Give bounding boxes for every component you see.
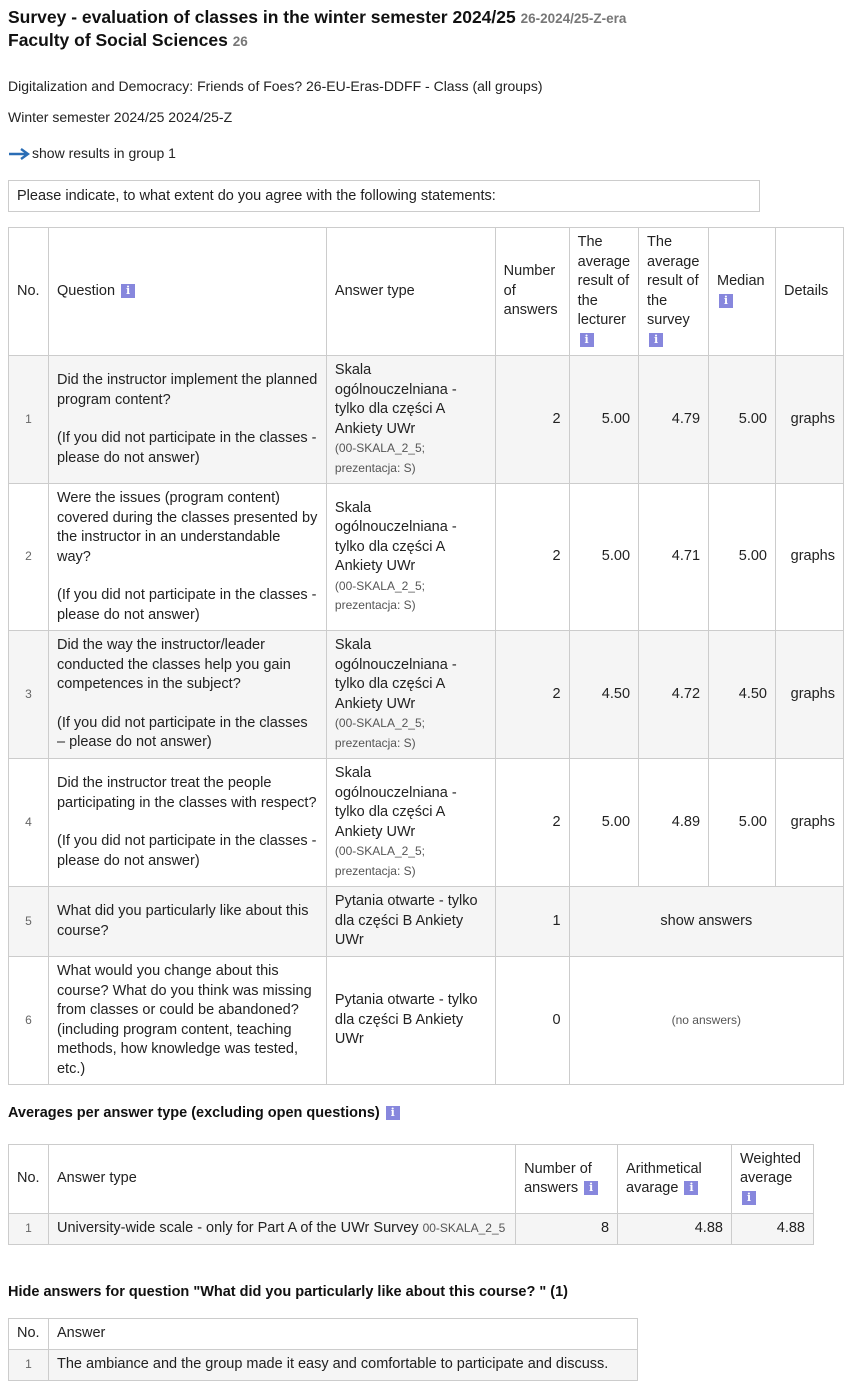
- answer-type-code: (00-SKALA_2_5; prezentacja: S): [334, 716, 425, 750]
- row-number: 6: [9, 957, 49, 1085]
- lecturer-average: 4.50: [569, 631, 638, 759]
- col-arithmetical-average: Arithmetical avarage i: [618, 1145, 732, 1214]
- info-icon[interactable]: i: [742, 1191, 756, 1205]
- question-text: What would you change about this course? What do you think was missing from classes or could be abandoned? (including program content, teaching methods, how knowledge was tested, etc.): [48, 957, 326, 1085]
- arrow-right-icon: [8, 148, 30, 160]
- answer-type: University-wide scale - only for Part A of the UWr Survey 00-SKALA_2_5: [48, 1214, 515, 1245]
- open-question-row: [9, 957, 844, 1085]
- answer-type-code: (00-SKALA_2_5; prezentacja: S): [334, 844, 425, 878]
- question-text: Did the instructor treat the people participating in the classes with respect? (If you did not participate in the classes - please do not answer): [48, 759, 326, 887]
- answer-type: Pytania otwarte - tylko dla części B Ankiety UWr: [326, 887, 495, 957]
- answer-type: Skala ogólnouczelniana - tylko dla części A Ankiety UWr (00-SKALA_2_5; prezentacja: S): [326, 631, 495, 759]
- page-title: Survey - evaluation of classes in the winter semester 2024/25 26-2024/25-Z-era: [8, 7, 627, 27]
- faculty-code: 26: [232, 34, 248, 49]
- answer-count: 1: [495, 887, 569, 957]
- open-question-row: [9, 887, 844, 957]
- survey-average: 4.89: [639, 759, 709, 887]
- answers-table: [8, 1318, 638, 1381]
- answers-header-row: [9, 1319, 638, 1350]
- question-row: [9, 631, 844, 759]
- answer-count: 8: [516, 1214, 618, 1245]
- instruction-box: Please indicate, to what extent do you agree with the following statements:: [8, 180, 760, 212]
- answer-type-code: (00-SKALA_2_5; prezentacja: S): [334, 441, 425, 475]
- info-icon[interactable]: i: [649, 333, 663, 347]
- answer-type-code: (00-SKALA_2_5; prezentacja: S): [334, 578, 425, 612]
- answer-row: [9, 1350, 638, 1381]
- median-value: 5.00: [709, 484, 776, 631]
- graphs-link[interactable]: graphs: [775, 356, 843, 484]
- row-number: 1: [9, 1214, 49, 1245]
- show-answers-link[interactable]: show answers: [569, 887, 843, 957]
- course-name: Digitalization and Democracy: Friends of Foes? 26-EU-Eras-DDFF - Class (all groups): [8, 78, 543, 94]
- info-icon[interactable]: i: [580, 333, 594, 347]
- col-number-of-answers: Number of answers i: [516, 1145, 618, 1214]
- col-no: No.: [9, 1145, 49, 1214]
- hide-answers-link[interactable]: Hide answers for question "What did you particularly like about this course? " (1): [8, 1284, 569, 1300]
- info-icon[interactable]: i: [121, 284, 135, 298]
- answer-type: Pytania otwarte - tylko dla części B Ankiety UWr: [326, 957, 495, 1085]
- lecturer-average: 5.00: [569, 484, 638, 631]
- row-number: 1: [9, 1350, 49, 1381]
- median-value: 5.00: [709, 759, 776, 887]
- weighted-average: 4.88: [731, 1214, 813, 1245]
- semester: Winter semester 2024/25 2024/25-Z: [8, 109, 233, 125]
- info-icon[interactable]: i: [719, 294, 733, 308]
- averages-heading: Averages per answer type (excluding open questions) i: [8, 1105, 400, 1121]
- question-row: [9, 759, 844, 887]
- col-weighted-average: Weighted average i: [731, 1145, 813, 1214]
- question-text: Did the way the instructor/leader conducted the classes help you gain competences in the subject? (If you did not participate in the classes – please do not answer): [48, 631, 326, 759]
- answer-type: Skala ogólnouczelniana - tylko dla części A Ankiety UWr (00-SKALA_2_5; prezentacja: S): [326, 484, 495, 631]
- survey-average: 4.72: [639, 631, 709, 759]
- answer-count: 2: [495, 759, 569, 887]
- answer-type: Skala ogólnouczelniana - tylko dla części A Ankiety UWr (00-SKALA_2_5; prezentacja: S): [326, 356, 495, 484]
- results-table: [8, 227, 844, 1085]
- survey-average: 4.71: [639, 484, 709, 631]
- averages-header-row: [9, 1145, 814, 1214]
- averages-table: [8, 1144, 814, 1245]
- results-header-row: [9, 228, 844, 356]
- question-row: [9, 484, 844, 631]
- row-number: 4: [9, 759, 49, 887]
- question-row: [9, 356, 844, 484]
- col-question: Question i: [48, 228, 326, 356]
- answer-count: 2: [495, 356, 569, 484]
- lecturer-average: 5.00: [569, 356, 638, 484]
- col-details: Details: [775, 228, 843, 356]
- col-number-of-answers: Number of answers: [495, 228, 569, 356]
- row-number: 2: [9, 484, 49, 631]
- median-value: 4.50: [709, 631, 776, 759]
- row-number: 3: [9, 631, 49, 759]
- answer-count: 2: [495, 484, 569, 631]
- row-number: 1: [9, 356, 49, 484]
- show-group-link[interactable]: show results in group 1: [8, 145, 176, 161]
- averages-row: [9, 1214, 814, 1245]
- col-answer-type: Answer type: [48, 1145, 515, 1214]
- median-value: 5.00: [709, 356, 776, 484]
- info-icon[interactable]: i: [386, 1106, 400, 1120]
- question-text: Did the instructor implement the planned program content? (If you did not participate in the classes - please do not answer): [48, 356, 326, 484]
- row-number: 5: [9, 887, 49, 957]
- arithmetical-average: 4.88: [618, 1214, 732, 1245]
- col-answer-type: Answer type: [326, 228, 495, 356]
- answer-count: 0: [495, 957, 569, 1085]
- question-text: Were the issues (program content) covered during the classes presented by the instructor in an understandable way? (If you did not participate in the classes - please do not answer): [48, 484, 326, 631]
- col-answer: Answer: [48, 1319, 637, 1350]
- survey-average: 4.79: [639, 356, 709, 484]
- no-answers-text: (no answers): [569, 957, 843, 1085]
- question-text: What did you particularly like about this course?: [48, 887, 326, 957]
- col-no: No.: [9, 1319, 49, 1350]
- answer-count: 2: [495, 631, 569, 759]
- answer-type-code: 00-SKALA_2_5: [422, 1221, 506, 1236]
- col-median: Median i: [709, 228, 776, 356]
- faculty-title: Faculty of Social Sciences 26: [8, 30, 248, 50]
- answer-type: Skala ogólnouczelniana - tylko dla części A Ankiety UWr (00-SKALA_2_5; prezentacja: S): [326, 759, 495, 887]
- survey-code: 26-2024/25-Z-era: [520, 11, 627, 26]
- graphs-link[interactable]: graphs: [775, 484, 843, 631]
- col-no: No.: [9, 228, 49, 356]
- col-avg-survey: The average result of the survey i: [639, 228, 709, 356]
- graphs-link[interactable]: graphs: [775, 631, 843, 759]
- graphs-link[interactable]: graphs: [775, 759, 843, 887]
- info-icon[interactable]: i: [584, 1181, 598, 1195]
- answer-text: The ambiance and the group made it easy and comfortable to participate and discuss.: [48, 1350, 637, 1381]
- lecturer-average: 5.00: [569, 759, 638, 887]
- info-icon[interactable]: i: [684, 1181, 698, 1195]
- col-avg-lecturer: The average result of the lecturer i: [569, 228, 638, 356]
